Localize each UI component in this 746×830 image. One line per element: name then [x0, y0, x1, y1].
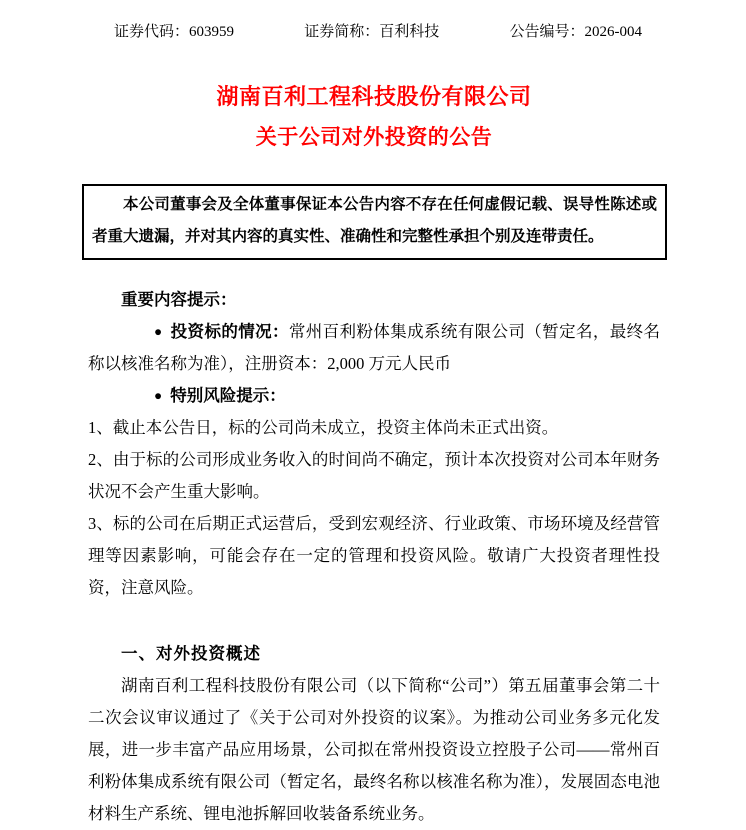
special-risk-item	[88, 380, 660, 412]
bullet-icon: ●	[154, 388, 163, 403]
stock-code	[114, 20, 234, 44]
important-notice-heading: 重要内容提示：	[121, 290, 237, 309]
announcement-title: 关于公司对外投资的公告	[255, 126, 493, 149]
stock-name	[304, 20, 439, 44]
special-risk-label: 特别风险提示：	[170, 386, 286, 405]
board-declaration-text: 本公司董事会及全体董事保证本公告内容不存在任何虚假记载、误导性陈述或者重大遗漏，并对其内容的真实性、准确性和完整性承担个别及连带责任。	[92, 196, 657, 245]
stock-name-label: 证券简称：	[304, 24, 380, 40]
risk-item-1: 1、截止本公告日，标的公司尚未成立，投资主体尚未正式出资。	[88, 418, 559, 437]
board-declaration-box	[82, 184, 667, 260]
investment-target-text: 常州百利粉体集成系统有限公司（暂定名，最终名称以核准名称为准），注册资本：2,000 万元人民币	[88, 322, 661, 373]
bullet-icon: ●	[154, 324, 163, 339]
document-body	[88, 284, 660, 830]
announcement-number	[509, 20, 642, 44]
investment-target-label: 投资标的情况：	[170, 322, 289, 341]
section-1-heading: 一、对外投资概述	[121, 644, 261, 663]
stock-code-label: 证券代码：	[114, 24, 190, 40]
investment-target-item	[88, 316, 660, 380]
announcement-number-value: 2026-004	[584, 24, 642, 40]
risk-item-2: 2、由于标的公司形成业务收入的时间尚不确定，预计本次投资对公司本年财务状况不会产生重大影响。	[88, 450, 660, 501]
section-1-paragraph: 湖南百利工程科技股份有限公司（以下简称“公司”）第五届董事会第二十二次会议审议通过了《关于公司对外投资的议案》。为推动公司业务多元化发展，进一步丰富产品应用场景，公司拟在常州投资设立控股子公司——常州百利粉体集成系统有限公司（暂定名，最终名称以核准名称为准），发展固态电池材料生产系统、锂电池拆解回收装备系统业务。	[88, 676, 660, 823]
stock-code-value: 603959	[189, 24, 235, 40]
company-name-title: 湖南百利工程科技股份有限公司	[216, 84, 532, 109]
announcement-number-label: 公告编号：	[509, 24, 585, 40]
stock-name-value: 百利科技	[379, 24, 440, 40]
risk-item-3: 3、标的公司在后期正式运营后，受到宏观经济、行业政策、市场环境及经营管理等因素影响，可能会存在一定的管理和投资风险。敬请广大投资者理性投资，注意风险。	[88, 514, 660, 597]
document-header	[88, 20, 660, 44]
